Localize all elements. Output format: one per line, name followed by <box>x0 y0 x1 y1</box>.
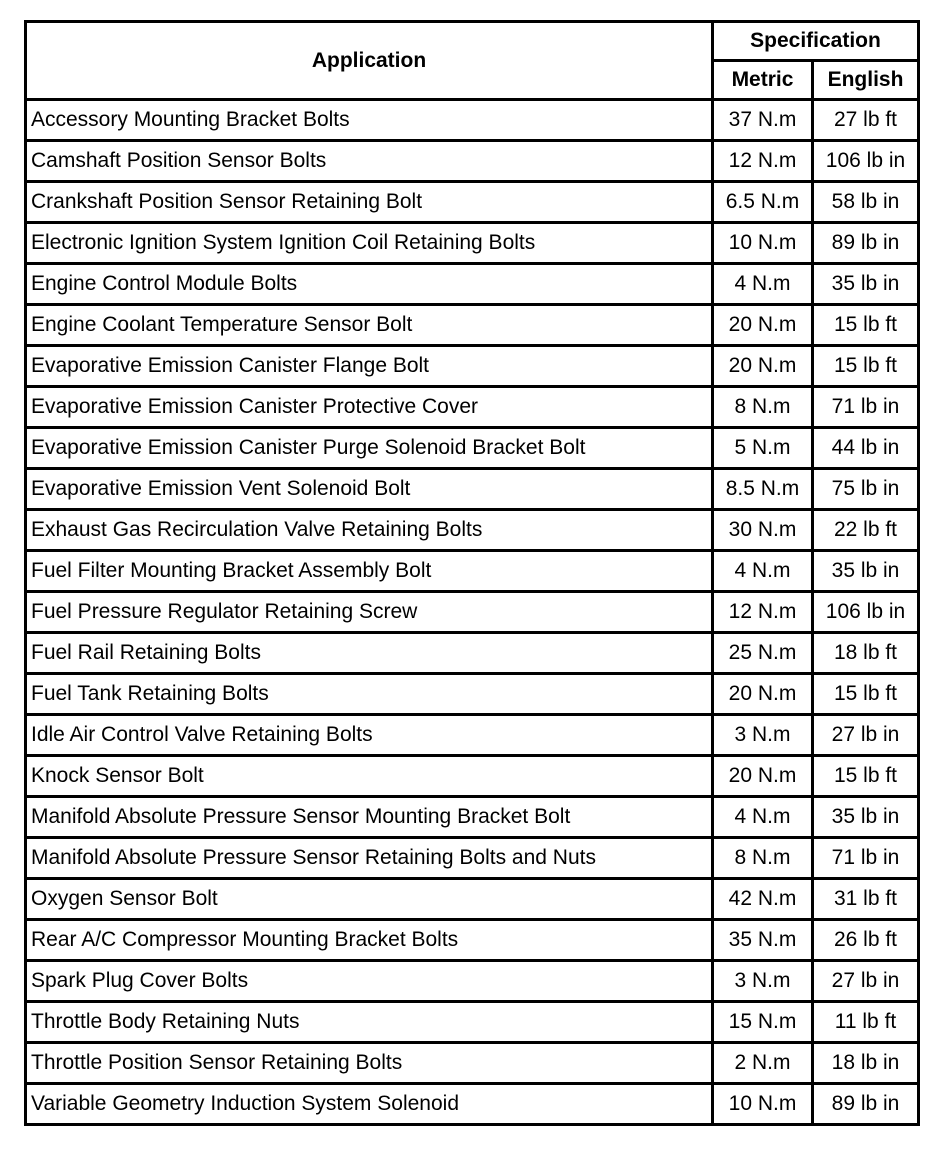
application-cell: Camshaft Position Sensor Bolts <box>26 141 713 182</box>
table-row <box>26 510 919 551</box>
english-cell: 71 lb in <box>813 838 919 879</box>
application-cell: Spark Plug Cover Bolts <box>26 961 713 1002</box>
table-row <box>26 961 919 1002</box>
application-cell: Accessory Mounting Bracket Bolts <box>26 100 713 141</box>
table-row <box>26 879 919 920</box>
english-cell: 44 lb in <box>813 428 919 469</box>
metric-cell: 4 N.m <box>713 264 813 305</box>
application-cell: Rear A/C Compressor Mounting Bracket Bolts <box>26 920 713 961</box>
application-cell: Variable Geometry Induction System Solenoid <box>26 1084 713 1125</box>
metric-cell: 20 N.m <box>713 346 813 387</box>
english-cell: 26 lb ft <box>813 920 919 961</box>
application-cell: Fuel Tank Retaining Bolts <box>26 674 713 715</box>
table-row <box>26 1043 919 1084</box>
english-cell: 75 lb in <box>813 469 919 510</box>
metric-cell: 10 N.m <box>713 1084 813 1125</box>
metric-cell: 2 N.m <box>713 1043 813 1084</box>
table-row <box>26 141 919 182</box>
application-cell: Idle Air Control Valve Retaining Bolts <box>26 715 713 756</box>
application-cell: Knock Sensor Bolt <box>26 756 713 797</box>
english-cell: 35 lb in <box>813 551 919 592</box>
english-cell: 89 lb in <box>813 1084 919 1125</box>
english-cell: 35 lb in <box>813 264 919 305</box>
metric-cell: 8 N.m <box>713 387 813 428</box>
english-cell: 89 lb in <box>813 223 919 264</box>
metric-cell: 5 N.m <box>713 428 813 469</box>
metric-cell: 20 N.m <box>713 674 813 715</box>
english-cell: 15 lb ft <box>813 346 919 387</box>
application-cell: Engine Coolant Temperature Sensor Bolt <box>26 305 713 346</box>
table-row <box>26 346 919 387</box>
metric-cell: 15 N.m <box>713 1002 813 1043</box>
english-cell: 31 lb ft <box>813 879 919 920</box>
metric-cell: 35 N.m <box>713 920 813 961</box>
metric-cell: 12 N.m <box>713 592 813 633</box>
metric-cell: 12 N.m <box>713 141 813 182</box>
table-row <box>26 387 919 428</box>
metric-cell: 4 N.m <box>713 797 813 838</box>
application-cell: Electronic Ignition System Ignition Coil Retaining Bolts <box>26 223 713 264</box>
application-cell: Manifold Absolute Pressure Sensor Mounting Bracket Bolt <box>26 797 713 838</box>
application-cell: Fuel Filter Mounting Bracket Assembly Bolt <box>26 551 713 592</box>
metric-cell: 8 N.m <box>713 838 813 879</box>
metric-cell: 3 N.m <box>713 715 813 756</box>
torque-spec-table <box>24 20 920 1126</box>
english-cell: 27 lb ft <box>813 100 919 141</box>
metric-cell: 6.5 N.m <box>713 182 813 223</box>
english-cell: 18 lb in <box>813 1043 919 1084</box>
table-row <box>26 592 919 633</box>
table-row <box>26 264 919 305</box>
application-header: Application <box>26 22 713 100</box>
english-cell: 27 lb in <box>813 961 919 1002</box>
table-row <box>26 551 919 592</box>
table-row <box>26 469 919 510</box>
metric-cell: 25 N.m <box>713 633 813 674</box>
english-cell: 15 lb ft <box>813 305 919 346</box>
table-row <box>26 920 919 961</box>
table-row <box>26 1002 919 1043</box>
table-row <box>26 428 919 469</box>
table-row <box>26 838 919 879</box>
table-row <box>26 100 919 141</box>
english-header: English <box>813 61 919 100</box>
application-cell: Crankshaft Position Sensor Retaining Bolt <box>26 182 713 223</box>
table-row <box>26 715 919 756</box>
english-cell: 22 lb ft <box>813 510 919 551</box>
english-cell: 27 lb in <box>813 715 919 756</box>
table-row <box>26 674 919 715</box>
metric-header: Metric <box>713 61 813 100</box>
english-cell: 71 lb in <box>813 387 919 428</box>
metric-cell: 20 N.m <box>713 305 813 346</box>
english-cell: 15 lb ft <box>813 756 919 797</box>
table-row <box>26 633 919 674</box>
application-cell: Engine Control Module Bolts <box>26 264 713 305</box>
english-cell: 18 lb ft <box>813 633 919 674</box>
application-cell: Manifold Absolute Pressure Sensor Retaining Bolts and Nuts <box>26 838 713 879</box>
table-row <box>26 223 919 264</box>
table-row <box>26 797 919 838</box>
application-cell: Oxygen Sensor Bolt <box>26 879 713 920</box>
table-row <box>26 756 919 797</box>
table-row <box>26 182 919 223</box>
application-cell: Evaporative Emission Canister Protective Cover <box>26 387 713 428</box>
application-cell: Evaporative Emission Canister Flange Bolt <box>26 346 713 387</box>
specification-header: Specification <box>713 22 919 61</box>
application-cell: Throttle Body Retaining Nuts <box>26 1002 713 1043</box>
english-cell: 106 lb in <box>813 592 919 633</box>
english-cell: 11 lb ft <box>813 1002 919 1043</box>
metric-cell: 37 N.m <box>713 100 813 141</box>
table-row <box>26 305 919 346</box>
application-cell: Fuel Pressure Regulator Retaining Screw <box>26 592 713 633</box>
metric-cell: 42 N.m <box>713 879 813 920</box>
metric-cell: 4 N.m <box>713 551 813 592</box>
table-row <box>26 1084 919 1125</box>
metric-cell: 30 N.m <box>713 510 813 551</box>
english-cell: 58 lb in <box>813 182 919 223</box>
english-cell: 35 lb in <box>813 797 919 838</box>
application-cell: Evaporative Emission Canister Purge Solenoid Bracket Bolt <box>26 428 713 469</box>
metric-cell: 20 N.m <box>713 756 813 797</box>
application-cell: Evaporative Emission Vent Solenoid Bolt <box>26 469 713 510</box>
english-cell: 106 lb in <box>813 141 919 182</box>
application-cell: Exhaust Gas Recirculation Valve Retaining Bolts <box>26 510 713 551</box>
application-cell: Throttle Position Sensor Retaining Bolts <box>26 1043 713 1084</box>
table-body <box>26 100 919 1125</box>
metric-cell: 3 N.m <box>713 961 813 1002</box>
application-cell: Fuel Rail Retaining Bolts <box>26 633 713 674</box>
metric-cell: 8.5 N.m <box>713 469 813 510</box>
metric-cell: 10 N.m <box>713 223 813 264</box>
english-cell: 15 lb ft <box>813 674 919 715</box>
